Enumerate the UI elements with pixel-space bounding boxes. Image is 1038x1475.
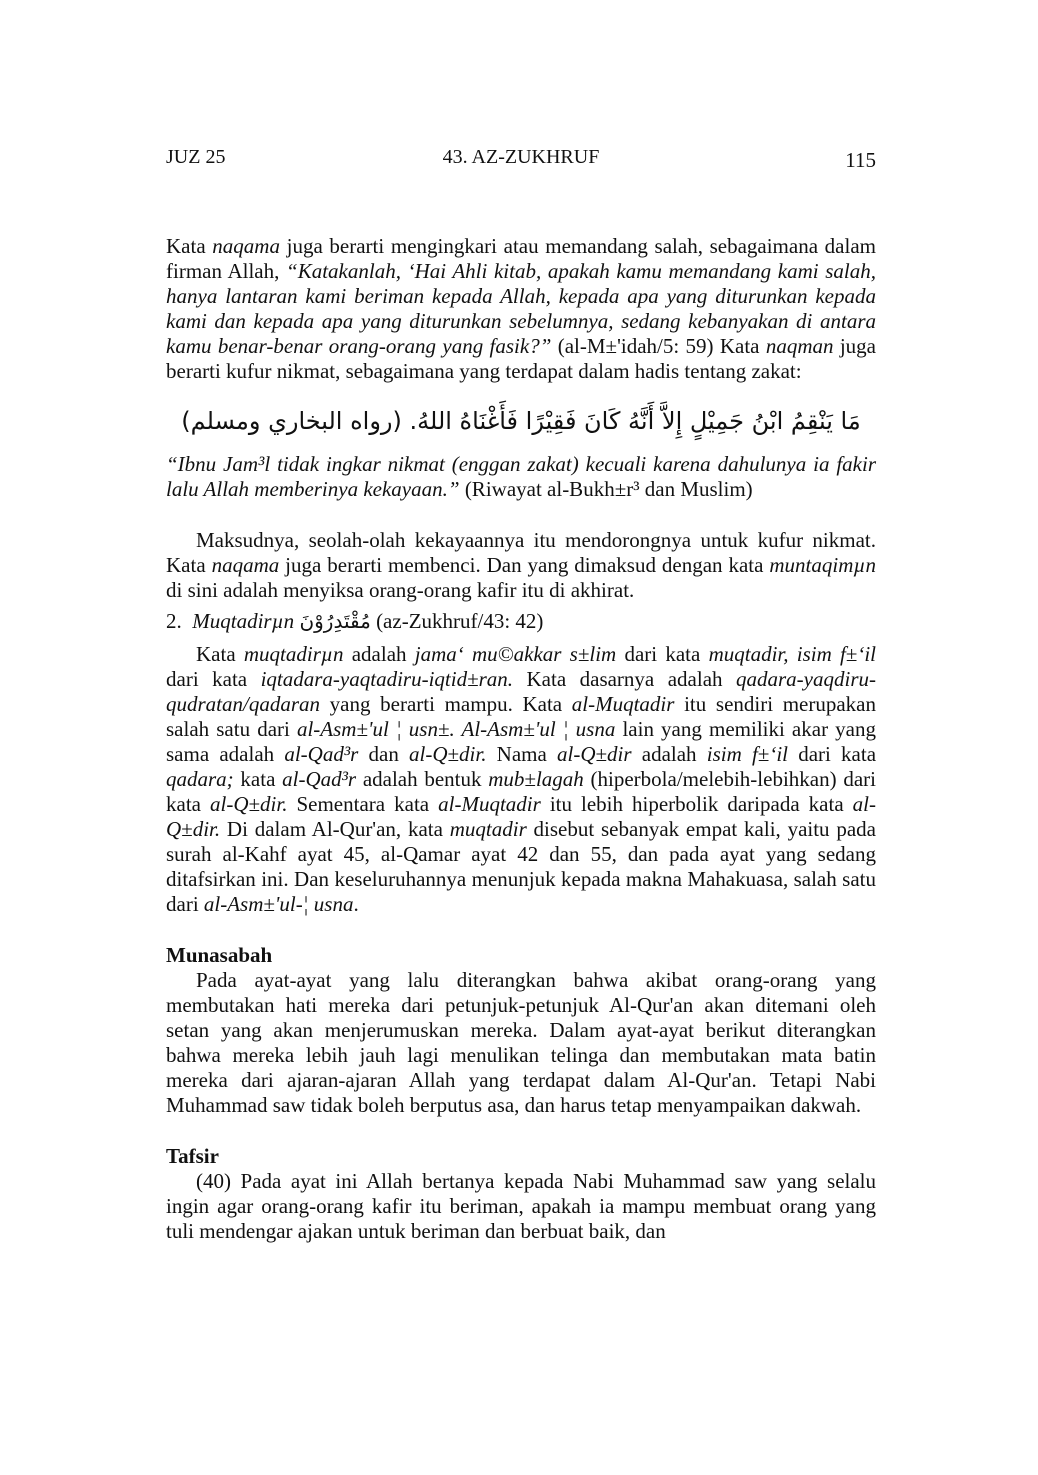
term: jama‘ mu©akkar s±lim <box>414 642 617 666</box>
text: adalah bentuk <box>356 767 489 791</box>
juz-label: JUZ 25 <box>166 146 226 168</box>
term: al-Q±dir. <box>210 792 288 816</box>
page-content <box>166 234 876 1244</box>
term: naqama <box>211 553 280 577</box>
quran-quote: “Katakanlah, ‘Hai Ahli kitab, apakah kamu memandang kami salah, hanya lantaran kami beriman kepada Allah, kepada apa yang diturunkan kepada kami dan kepada apa yang diturunkan sebelumnya, sedang kebanyakan di antara kamu benar-benar orang-orang yang fasik?” <box>166 259 876 358</box>
term: al-Q±dir <box>557 742 632 766</box>
term: al-Qad³r <box>282 767 357 791</box>
spacer <box>166 502 876 528</box>
surah-title: 43. AZ-ZUKHRUF <box>442 146 600 168</box>
term: al-Q±dir. <box>409 742 487 766</box>
term: naqama <box>212 234 280 258</box>
translation-text: “Ibnu Jam³l tidak ingkar nikmat (enggan zakat) kecuali karena dahulunya ia fakir lalu Allah memberinya kekayaan.” <box>166 452 876 501</box>
term: al-Muqtadir <box>438 792 541 816</box>
term: al-Muqtadir <box>571 692 675 716</box>
text: disebut sebanyak empat kali, yaitu pada surah al-Kahf ayat 45, al-Qamar ayat 42 dan 55, dan pada ayat yang sedang ditafsirkan ini. Dan keseluruhannya menunjuk kepada makna Mahakuasa, salah satu dari <box>166 817 876 916</box>
term: muntaqimµn <box>769 553 876 577</box>
spacer <box>166 917 876 943</box>
text: Kata <box>196 642 244 666</box>
paragraph-maksudnya <box>166 528 876 603</box>
text: dari kata <box>616 642 709 666</box>
text: dan <box>358 742 410 766</box>
term: isim f±‘il <box>706 742 788 766</box>
heading-tafsir: Tafsir <box>166 1144 219 1168</box>
term: al-Asm±'ul-¦ usna <box>203 892 354 916</box>
text: . <box>353 892 359 916</box>
text: Kata <box>166 234 213 258</box>
spacer <box>166 1118 876 1144</box>
page-header <box>166 146 876 176</box>
text: juga berarti mengingkari atau memandang salah, sebagaimana dalam firman Allah, <box>166 234 876 283</box>
term: qadara; <box>166 767 234 791</box>
term: iqtadara-yaqtadiru-iqtid±ran. <box>260 667 514 691</box>
text: Di dalam Al-Qur'an, kata <box>220 817 450 841</box>
paragraph-munasabah: Pada ayat-ayat yang lalu diterangkan bahwa akibat orang-orang yang membutakan hati mereka dari petunjuk-petunjuk Al-Qur'an akan ditemani oleh setan yang akan menjerumuskan mereka. Dalam ayat-ayat berikut diterangkan bahwa mereka lebih jauh lagi menulikan telinga dan membutakan mata batin mereka dari ajaran-ajaran Allah yang terdapat dalam Al-Qur'an. Tetapi Nabi Muhammad saw tidak boleh berputus asa, dan harus tetap menyampaikan dakwah. <box>166 968 876 1117</box>
paragraph-naqama <box>166 234 876 384</box>
page-number: 115 <box>845 148 876 172</box>
term: muqtadir <box>449 817 527 841</box>
term: naqman <box>765 334 834 358</box>
vocab-item-2 <box>166 609 876 634</box>
text: (al-M±'idah/5: 59) Kata <box>551 334 766 358</box>
term: muqtadirµn <box>243 642 344 666</box>
term: muqtadir, isim f±‘il <box>708 642 876 666</box>
term: al-Q±dir. <box>166 792 876 841</box>
text: adalah <box>631 742 707 766</box>
text: yang berarti mampu. Kata <box>320 692 572 716</box>
item-term: Muqtadirµn <box>192 609 295 633</box>
term: al-Qad³r <box>284 742 359 766</box>
text: juga berarti kufur nikmat, sebagaimana yang terdapat dalam hadis tentang zakat: <box>166 334 877 383</box>
text: kata <box>233 767 283 791</box>
text: itu sendiri merupakan salah satu dari <box>166 692 876 741</box>
text: Kata dasarnya adalah <box>513 667 736 691</box>
paragraph-tafsir: (40) Pada ayat ini Allah bertanya kepada Nabi Muhammad saw yang selalu ingin agar orang-orang kafir itu beriman, apakah ia mampu membuat orang yang tuli mendengar ajakan untuk beriman dan berbuat baik, dan <box>166 1169 876 1243</box>
text: juga berarti membenci. Dan yang dimaksud dengan kata <box>279 553 770 577</box>
text: lain yang memiliki akar yang sama adalah <box>166 717 877 766</box>
item-reference: (az-Zukhruf/43: 42) <box>376 609 544 633</box>
heading-munasabah: Munasabah <box>166 943 273 967</box>
text: Nama <box>486 742 558 766</box>
text: dari kata <box>788 742 877 766</box>
arabic-hadith: مَا يَنْقِمُ ابْنُ جَمِيْلٍ إِلاَّ أَنَّهُ كَانَ فَقِيْرًا فَأَغْنَاهُ اللهُ. (رواه البخاري ومسلم) <box>181 407 861 435</box>
item-number: 2. <box>166 609 182 633</box>
text: Sementara kata <box>287 792 439 816</box>
text: Maksudnya, seolah-olah kekayaannya itu mendorongnya untuk kufur nikmat. Kata <box>166 528 876 577</box>
term: al-Asm±'ul ¦ usn±. Al-Asm±'ul ¦ usna <box>296 717 616 741</box>
translation-source: (Riwayat al-Bukh±r³ dan Muslim) <box>459 477 753 501</box>
hadith-translation <box>166 452 876 502</box>
text: (hiperbola/melebih-lebihkan) dari kata <box>166 767 876 816</box>
paragraph-muqtadirun <box>166 642 876 917</box>
text: dari kata <box>166 667 261 691</box>
term: mub±lagah <box>488 767 584 791</box>
term: qadara-yaqdiru-qudratan/qadaran <box>166 667 876 716</box>
text: adalah <box>343 642 415 666</box>
text: di sini adalah menyiksa orang-orang kafir itu di akhirat. <box>166 578 635 602</box>
text: itu lebih hiperbolik daripada kata <box>540 792 853 816</box>
item-arabic: مُقْتَدِرُوْنَ <box>299 609 371 633</box>
